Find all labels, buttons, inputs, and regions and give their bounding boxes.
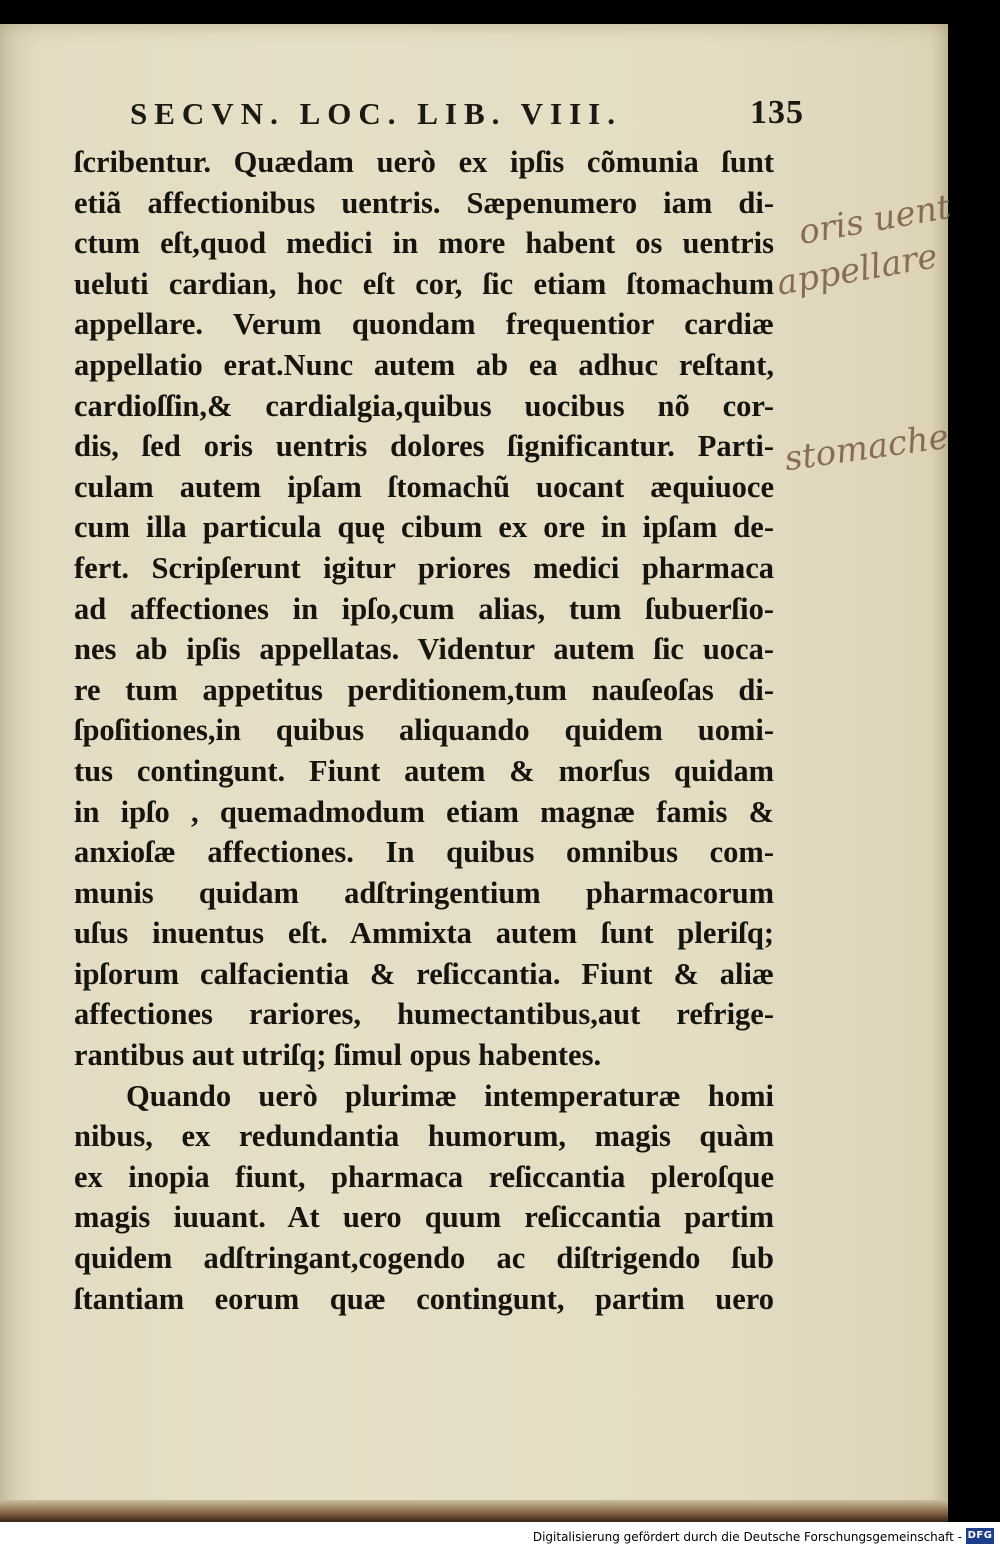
text-line: appellatio erat.Nunc autem ab ea adhuc reſtant, xyxy=(74,347,774,382)
text-line: anxioſæ affectiones. In quibus omnibus com- xyxy=(74,835,774,870)
body-text xyxy=(74,142,774,1319)
page-edge xyxy=(0,1500,948,1522)
text-line: ctum eſt,quod medici in more habent os uentris xyxy=(74,226,774,261)
text-line: ipſorum calfacientia & reſiccantia. Fiunt & aliæ xyxy=(74,956,774,991)
text-line: rantibus aut utriſq; ſimul opus habentes. xyxy=(74,1038,602,1073)
text-line: ad affectiones in ipſo,cum alias, tum ſubuerſio- xyxy=(74,591,774,626)
text-line: cardioſſin,& cardialgia,quibus uocibus nõ cor- xyxy=(74,388,774,423)
text-line: ex inopia fiunt, pharmaca reſiccantia pleroſque xyxy=(74,1159,774,1194)
text-line: uſus inuentus eſt. Ammixta autem ſunt pleriſq; xyxy=(74,916,774,951)
text-line: fert. Scripſerunt igitur priores medici pharmaca xyxy=(74,550,774,585)
text-line: ueluti cardian, hoc eſt cor, ſic etiam ſtomachum xyxy=(74,266,774,301)
running-head xyxy=(130,96,810,140)
funding-credit: Digitalisierung gefördert durch die Deutsche Forschungsgemeinschaft - xyxy=(532,1530,962,1544)
text-line: culam autem ipſam ſtomachũ uocant æquiuoce xyxy=(74,469,774,504)
text-line: affectiones rariores, humectantibus,aut refrige- xyxy=(74,997,774,1032)
text-line: munis quidam adſtringentium pharmacorum xyxy=(74,875,774,910)
marginal-annotation: appellare xyxy=(773,236,941,304)
text-line: re tum appetitus perditionem,tum nauſeoſas di- xyxy=(74,672,774,707)
text-line: tus contingunt. Fiunt autem & morſus quidam xyxy=(74,753,774,788)
text-line: dis, ſed oris uentris dolores ſignificantur. Parti- xyxy=(74,429,774,464)
text-line: ſcribentur. Quædam uerò ex ipſis cõmunia ſunt xyxy=(74,145,774,179)
text-line: magis iuuant. At uero quum reſiccantia partim xyxy=(74,1200,774,1235)
text-line: etiã affectionibus uentris. Sæpenumero iam di- xyxy=(74,185,774,220)
marginal-annotation: oris uent xyxy=(795,186,954,254)
paragraph-start-line: Quando uerò plurimæ intemperaturæ homi xyxy=(126,1078,774,1113)
dfg-logo: DFG xyxy=(966,1528,994,1544)
running-head-title: SECVN. LOC. LIB. VIII. xyxy=(130,96,622,131)
text-line: nes ab ipſis appellatas. Videntur autem ſic uoca- xyxy=(74,632,774,667)
book-page xyxy=(0,24,954,1522)
text-line: cum illa particula quę cibum ex ore in ipſam de- xyxy=(74,510,774,545)
text-line: ſpoſitiones,in quibus aliquando quidem uomi- xyxy=(74,713,774,748)
text-line: quidem adſtringant,cogendo ac diſtrigendo ſub xyxy=(74,1241,774,1276)
text-line: ſtantiam eorum quæ contingunt, partim uero xyxy=(74,1281,774,1316)
marginal-annotation: stomache xyxy=(782,416,952,480)
text-line: appellare. Verum quondam frequentior cardiæ xyxy=(74,307,774,342)
footer-bar xyxy=(0,1522,1000,1553)
text-line: in ipſo , quemadmodum etiam magnæ famis & xyxy=(74,794,774,829)
page-number: 135 xyxy=(750,94,804,131)
text-line: nibus, ex redundantia humorum, magis quàm xyxy=(74,1119,774,1154)
